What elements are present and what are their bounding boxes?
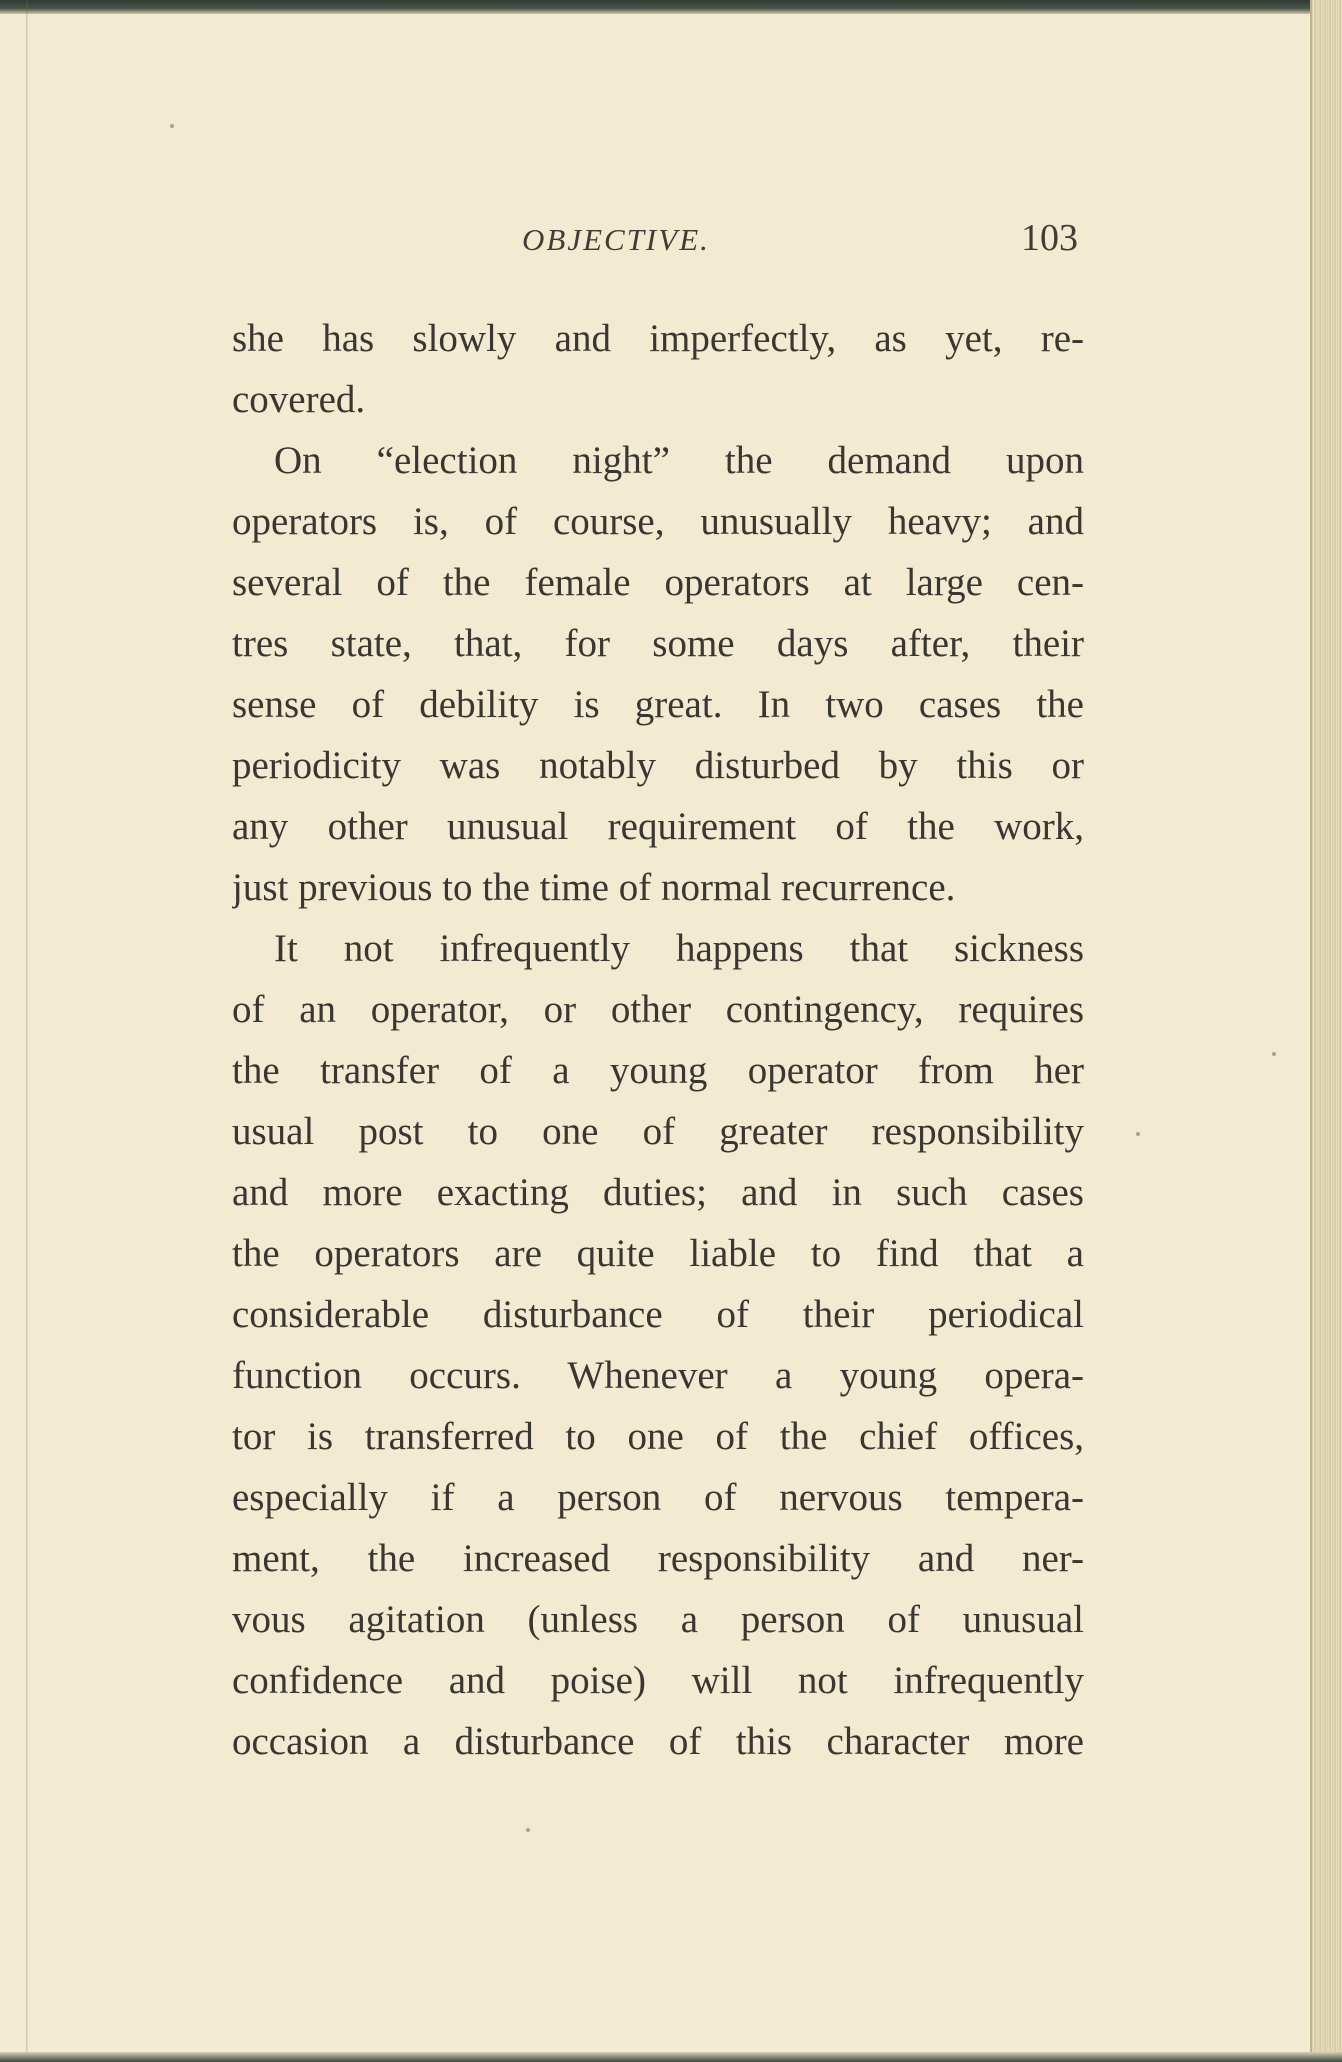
text-line: especially if a person of nervous tempera- [232,1476,1084,1519]
text-line: and more exacting duties; and in such cases [232,1171,1084,1214]
gutter-shadow [26,0,28,2062]
text-line: just previous to the time of normal recurrence. [232,866,956,909]
page-header [232,216,1084,272]
text-line: any other unusual requirement of the work, [232,805,1084,848]
text-line: considerable disturbance of their periodical [232,1293,1084,1336]
paper-speck [526,1828,530,1832]
text-line: vous agitation (unless a person of unusual [232,1598,1084,1641]
text-line: occasion a disturbance of this character more [232,1720,1084,1763]
text-line: It not infrequently happens that sickness [274,927,1084,970]
text-line: sense of debility is great. In two cases the [232,683,1084,726]
text-line: the operators are quite liable to find that a [232,1232,1084,1275]
book-bottom-edge [0,2052,1342,2062]
text-line: she has slowly and imperfectly, as yet, re- [232,317,1084,360]
text-line: On “election night” the demand upon [274,439,1084,482]
paper-speck [170,124,174,128]
paper-speck [1272,1052,1276,1056]
body-text [232,308,1084,1772]
text-line: usual post to one of greater responsibility [232,1110,1084,1153]
text-line: several of the female operators at large cen- [232,561,1084,604]
book-top-edge [0,0,1342,14]
text-line: the transfer of a young operator from her [232,1049,1084,1092]
text-line: of an operator, or other contingency, requires [232,988,1084,1031]
text-line: tor is transferred to one of the chief offices, [232,1415,1084,1458]
page-number: 103 [1021,217,1078,259]
text-line: function occurs. Whenever a young opera- [232,1354,1084,1397]
text-line: ment, the increased responsibility and ner- [232,1537,1084,1580]
paper-speck [1136,1132,1140,1136]
text-line: periodicity was notably disturbed by this or [232,744,1084,787]
page-fore-edge [1310,0,1342,2062]
text-line: operators is, of course, unusually heavy; and [232,500,1084,543]
text-line: covered. [232,378,366,421]
text-line: tres state, that, for some days after, their [232,622,1084,665]
text-line: confidence and poise) will not infrequently [232,1659,1084,1702]
running-head: OBJECTIVE. [522,222,710,257]
